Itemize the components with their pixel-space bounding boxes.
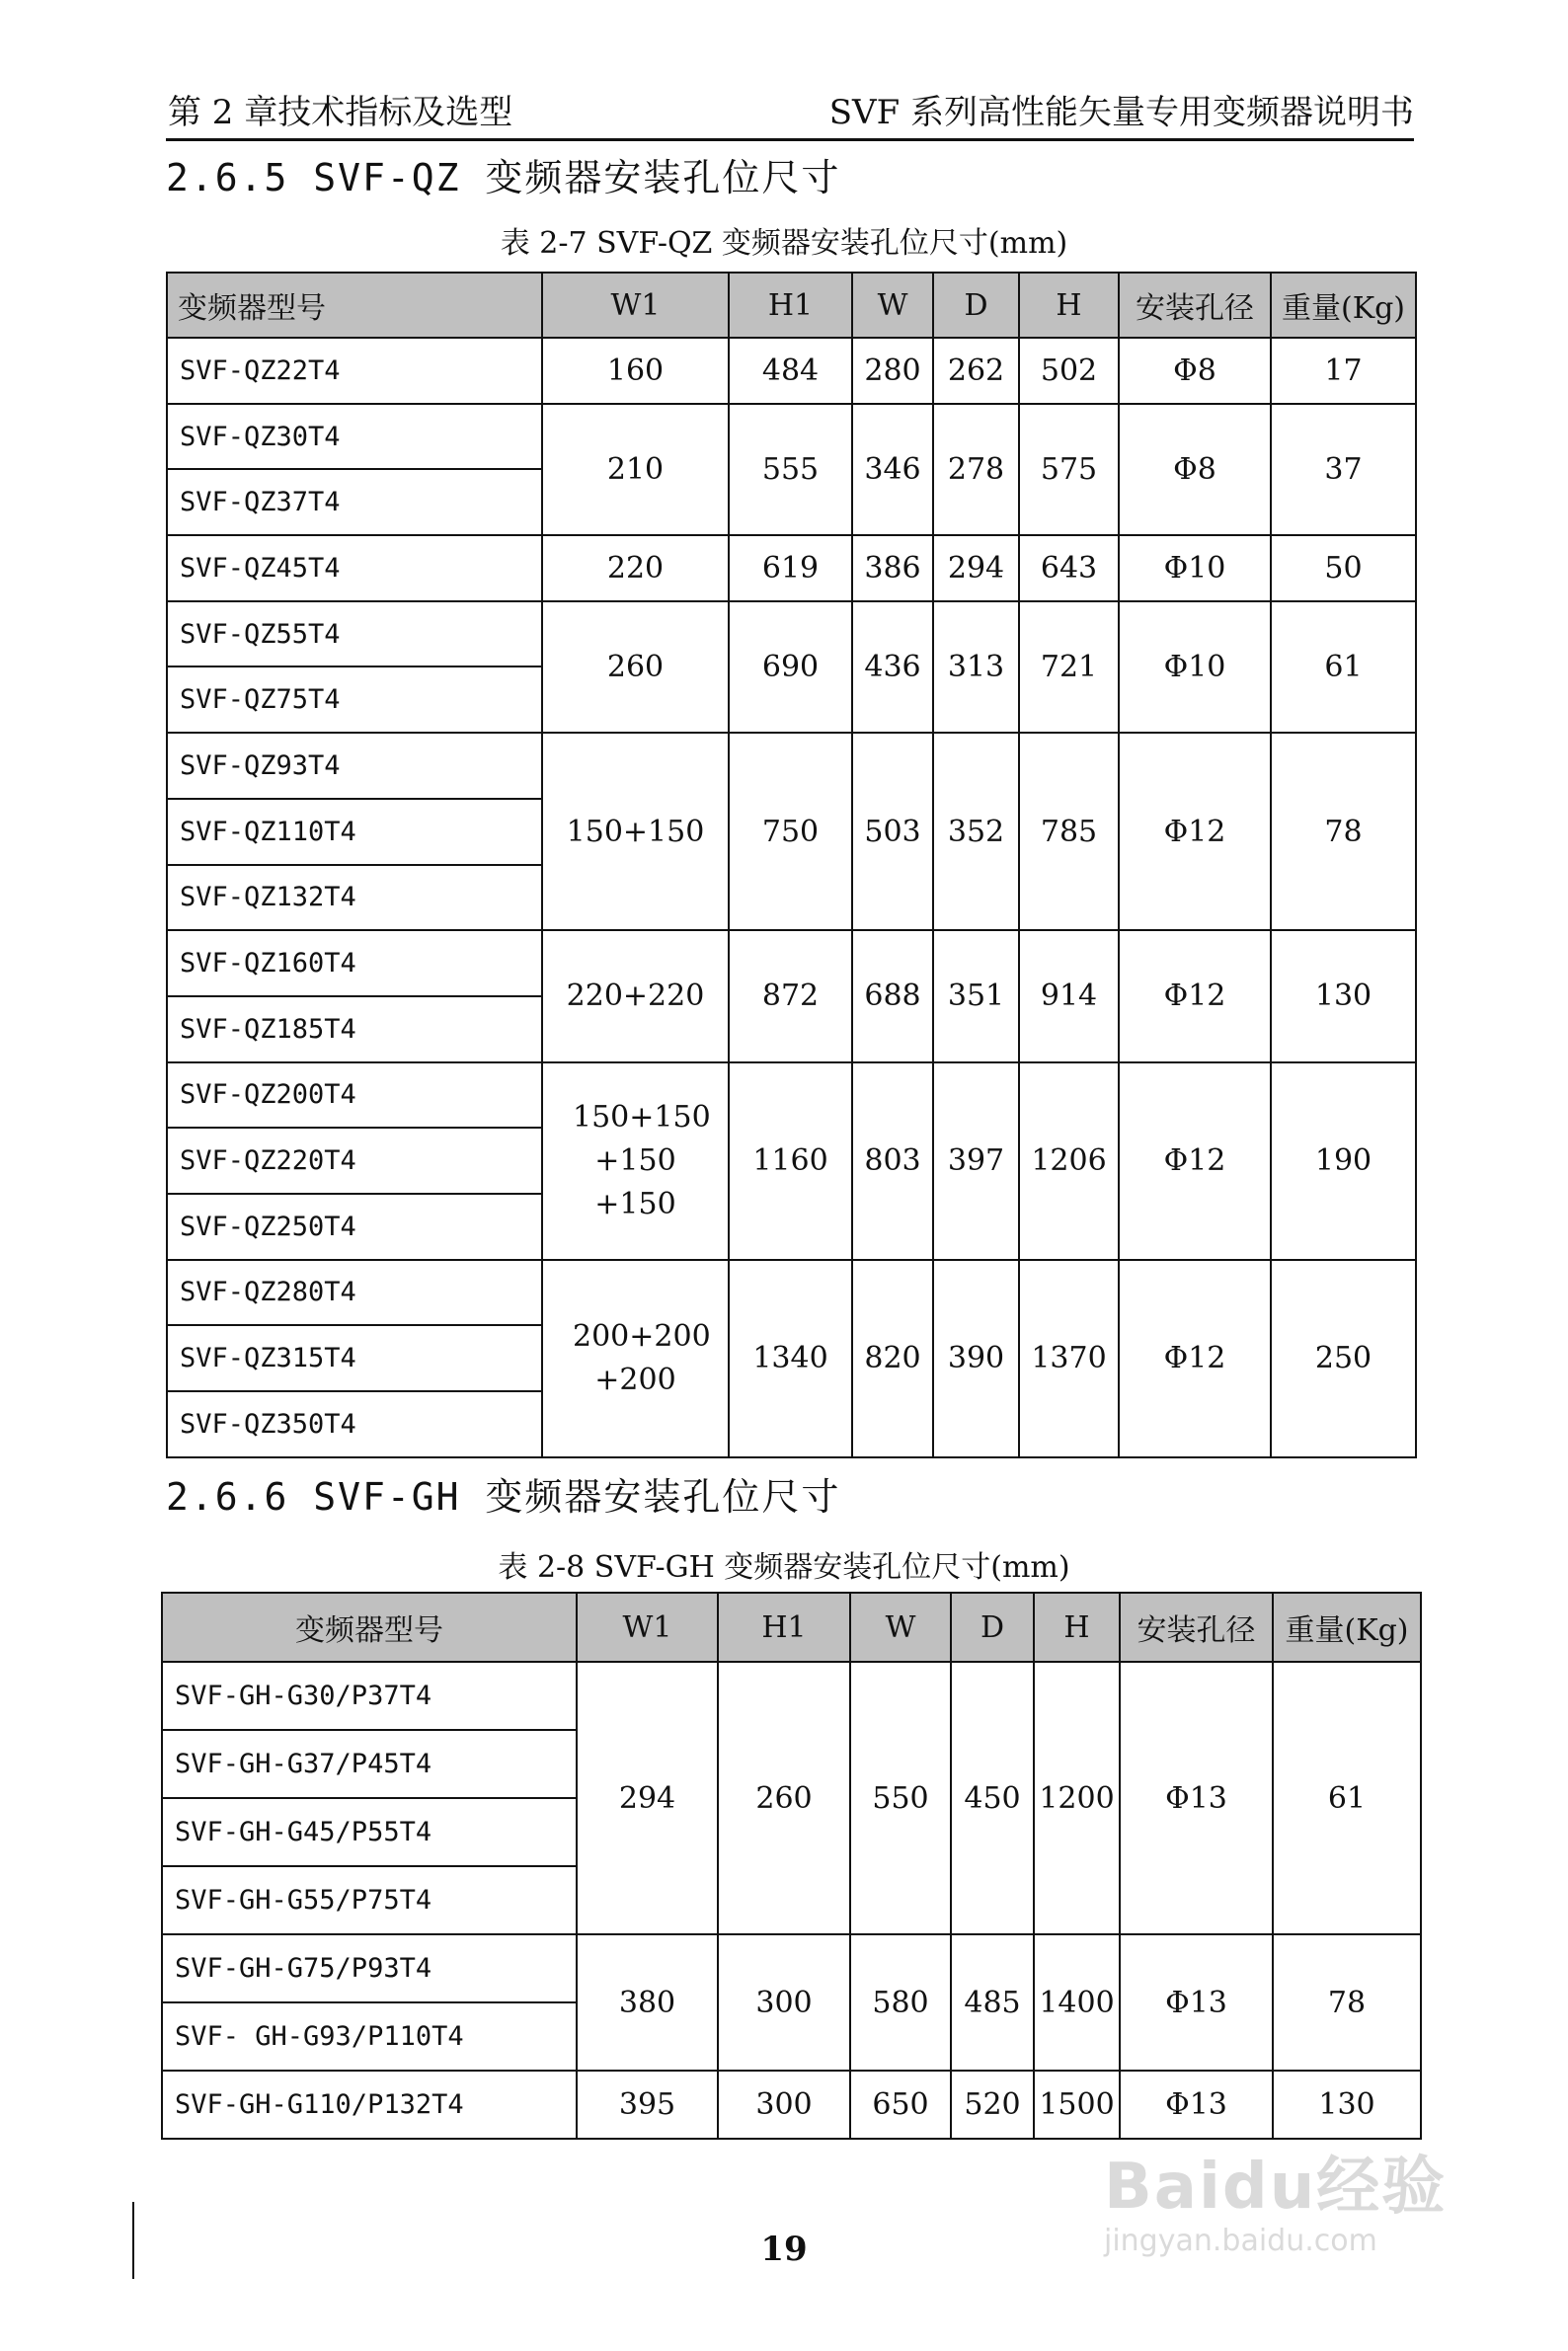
cell-w: 650 [850,2071,951,2139]
table-row [167,601,1416,667]
cell-h1: 260 [718,1662,850,1934]
table-row [167,1062,1416,1129]
column-header-weight: 重量(Kg) [1273,1593,1421,1662]
page-number: 19 [760,2230,808,2269]
column-header-d: D [933,273,1019,338]
cell-w1: 210 [542,404,729,535]
cell-model: SVF-GH-G55/P75T4 [162,1866,577,1934]
section-title-qz: 2.6.5 SVF-QZ 变频器安装孔位尺寸 [166,156,841,199]
cell-h1: 300 [718,2071,850,2139]
cell-w1: 150+150 [542,733,729,930]
cell-w: 346 [852,404,933,535]
qz-dimensions-table [166,272,1417,1458]
cell-w: 503 [852,733,933,930]
cell-model: SVF-QZ315T4 [167,1325,542,1391]
cell-model: SVF-QZ75T4 [167,666,542,733]
watermark-logo: Baidu经验 [1104,2151,1448,2224]
column-header-w1: W1 [542,273,729,338]
column-header-h1: H1 [718,1593,850,1662]
cell-w: 688 [852,930,933,1061]
cell-weight: 61 [1273,1662,1421,1934]
cell-hole: Φ12 [1119,1260,1271,1457]
cell-hole: Φ10 [1119,535,1271,601]
cell-weight: 130 [1271,930,1416,1061]
cell-weight: 78 [1273,1934,1421,2071]
cell-w1: 395 [577,2071,718,2139]
cell-model: SVF-QZ200T4 [167,1062,542,1129]
cell-weight: 250 [1271,1260,1416,1457]
column-header-d: D [951,1593,1034,1662]
cell-w: 386 [852,535,933,601]
cell-model: SVF-QZ350T4 [167,1391,542,1457]
cell-w1: 160 [542,338,729,404]
cell-weight: 17 [1271,338,1416,404]
cell-model: SVF-QZ280T4 [167,1260,542,1326]
column-header-model: 变频器型号 [162,1593,577,1662]
cell-d: 313 [933,601,1019,733]
cell-w: 580 [850,1934,951,2071]
column-header-w1: W1 [577,1593,718,1662]
gh-dimensions-table [161,1592,1422,2140]
cell-model: SVF-QZ30T4 [167,404,542,470]
cell-h1: 300 [718,1934,850,2071]
cell-h: 721 [1019,601,1119,733]
cell-d: 520 [951,2071,1034,2139]
cell-w: 550 [850,1662,951,1934]
cell-hole: Φ12 [1119,1062,1271,1260]
table-caption-qz: 表 2-7 SVF-QZ 变频器安装孔位尺寸(mm) [500,226,1068,261]
table-row [167,404,1416,470]
cell-h1: 872 [729,930,852,1061]
cell-model: SVF-QZ110T4 [167,799,542,865]
column-header-weight: 重量(Kg) [1271,273,1416,338]
cell-hole: Φ13 [1120,2071,1273,2139]
table-row [167,535,1416,601]
cell-h: 785 [1019,733,1119,930]
cell-h1: 484 [729,338,852,404]
cell-model: SVF-GH-G37/P45T4 [162,1730,577,1798]
column-header-w: W [850,1593,951,1662]
cell-model: SVF-QZ220T4 [167,1128,542,1194]
baidu-watermark [1104,2153,1459,2281]
cell-h1: 1160 [729,1062,852,1260]
cell-model: SVF-QZ132T4 [167,865,542,931]
cell-h: 502 [1019,338,1119,404]
cell-model: SVF-QZ22T4 [167,338,542,404]
column-header-h: H [1019,273,1119,338]
table-row [162,2071,1421,2139]
cell-model: SVF-GH-G75/P93T4 [162,1934,577,2002]
cell-h1: 690 [729,601,852,733]
watermark-url: jingyan.baidu.com [1104,2224,1377,2258]
cell-model: SVF-GH-G30/P37T4 [162,1662,577,1730]
cell-h: 1370 [1019,1260,1119,1457]
cell-h: 1400 [1034,1934,1120,2071]
cell-hole: Φ8 [1119,404,1271,535]
cell-model: SVF- GH-G93/P110T4 [162,2002,577,2071]
running-header [166,91,1414,141]
cell-h1: 750 [729,733,852,930]
table-header-row [162,1593,1421,1662]
cell-h1: 555 [729,404,852,535]
cell-w1: 260 [542,601,729,733]
cell-h: 914 [1019,930,1119,1061]
cell-w1: 220+220 [542,930,729,1061]
cell-w: 803 [852,1062,933,1260]
cell-weight: 190 [1271,1062,1416,1260]
cell-weight: 50 [1271,535,1416,601]
cell-w: 280 [852,338,933,404]
cell-h: 643 [1019,535,1119,601]
table-row [162,1662,1421,1730]
cell-d: 390 [933,1260,1019,1457]
cell-d: 397 [933,1062,1019,1260]
cell-w: 436 [852,601,933,733]
cell-d: 278 [933,404,1019,535]
cell-model: SVF-QZ37T4 [167,469,542,535]
cell-hole: Φ12 [1119,930,1271,1061]
cell-weight: 78 [1271,733,1416,930]
cell-d: 294 [933,535,1019,601]
table-row [167,338,1416,404]
cell-hole: Φ10 [1119,601,1271,733]
cell-hole: Φ8 [1119,338,1271,404]
cell-model: SVF-QZ185T4 [167,996,542,1062]
cell-h: 1200 [1034,1662,1120,1934]
cell-model: SVF-QZ160T4 [167,930,542,996]
table-caption-gh: 表 2-8 SVF-GH 变频器安装孔位尺寸(mm) [498,1550,1070,1585]
cell-w1: 200+200 +200 [542,1260,729,1457]
cell-hole: Φ13 [1120,1934,1273,2071]
cell-model: SVF-QZ55T4 [167,601,542,667]
cell-d: 262 [933,338,1019,404]
table-row [167,733,1416,799]
cell-w: 820 [852,1260,933,1457]
column-header-hole: 安装孔径 [1120,1593,1273,1662]
cell-h: 575 [1019,404,1119,535]
cell-weight: 130 [1273,2071,1421,2139]
cell-d: 450 [951,1662,1034,1934]
chapter-title: 第 2 章技术指标及选型 [168,93,513,132]
table-header-row [167,273,1416,338]
cell-w1: 294 [577,1662,718,1934]
cell-hole: Φ13 [1120,1662,1273,1934]
cell-w1: 220 [542,535,729,601]
cell-weight: 37 [1271,404,1416,535]
cell-model: SVF-QZ93T4 [167,733,542,799]
table-row [162,1934,1421,2002]
column-header-model: 变频器型号 [167,273,542,338]
cell-h: 1206 [1019,1062,1119,1260]
column-header-h: H [1034,1593,1120,1662]
column-header-w: W [852,273,933,338]
cell-d: 351 [933,930,1019,1061]
cell-d: 352 [933,733,1019,930]
cell-d: 485 [951,1934,1034,2071]
cell-model: SVF-GH-G110/P132T4 [162,2071,577,2139]
cell-w1: 380 [577,1934,718,2071]
cell-h1: 619 [729,535,852,601]
cell-h: 1500 [1034,2071,1120,2139]
cell-weight: 61 [1271,601,1416,733]
column-header-hole: 安装孔径 [1119,273,1271,338]
table-row [167,930,1416,996]
section-title-gh: 2.6.6 SVF-GH 变频器安装孔位尺寸 [166,1475,841,1519]
cell-model: SVF-QZ45T4 [167,535,542,601]
cell-w1: 150+150 +150 +150 [542,1062,729,1260]
table-row [167,1260,1416,1326]
cell-model: SVF-GH-G45/P55T4 [162,1798,577,1866]
cell-model: SVF-QZ250T4 [167,1194,542,1260]
column-header-h1: H1 [729,273,852,338]
cell-h1: 1340 [729,1260,852,1457]
manual-title: SVF 系列高性能矢量专用变频器说明书 [828,93,1414,132]
cell-hole: Φ12 [1119,733,1271,930]
